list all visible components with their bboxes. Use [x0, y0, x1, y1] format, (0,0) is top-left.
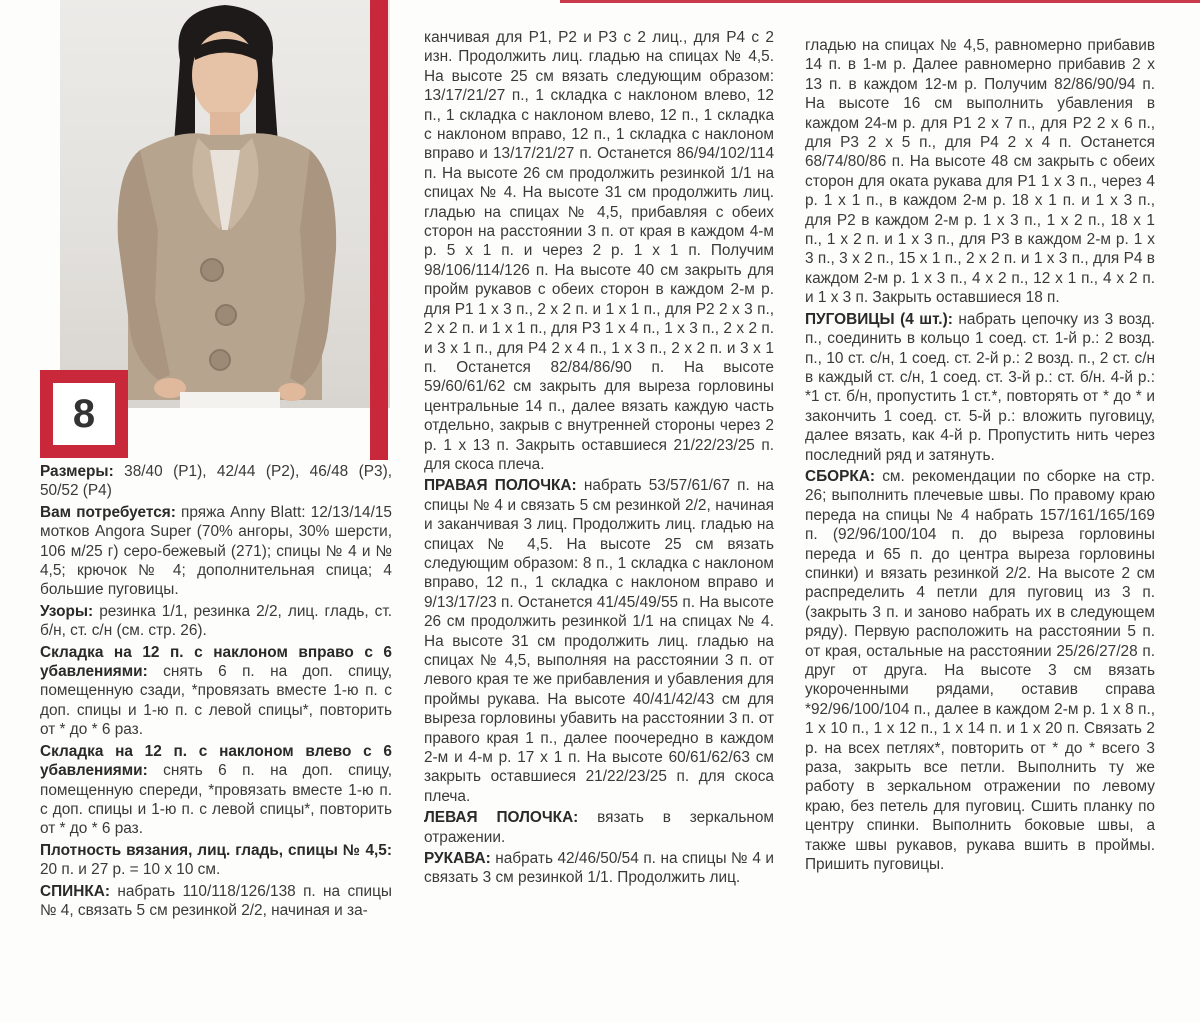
patterns-text: резинка 1/1, резинка 2/2, лиц. гладь, ст. б/н, ст. с/н (см. стр. 26).	[40, 602, 392, 640]
photo-red-bar	[370, 0, 388, 460]
fold-right-paragraph	[40, 643, 392, 740]
fold-left-heading: Складка на 12 п. с наклоном влево с 6 убавлениями:	[40, 742, 392, 780]
patterns-heading: Узоры:	[40, 602, 94, 620]
column-2	[424, 28, 774, 890]
sleeves-paragraph	[424, 849, 774, 888]
right-front-paragraph	[424, 476, 774, 806]
right-front-heading: ПРАВАЯ ПОЛОЧКА:	[424, 477, 577, 495]
materials-paragraph	[40, 503, 392, 600]
patterns-paragraph	[40, 602, 392, 641]
left-front-paragraph	[424, 808, 774, 847]
left-front-heading: ЛЕВАЯ ПОЛОЧКА:	[424, 809, 579, 827]
assembly-text: см. рекомендации по сборке на стр. 26; выполнить плечевые швы. По правому краю переда на спицы № 4 набрать 157/161/165/169 п. (92/96/100/104 п. до выреза горловины переда и 65 п. до центра выреза горловины спинки) и вязать резинкой 2/2. На высоте 2 см распределить 4 петли для пуговиц из 3 п. (закрыть 3 п. и заново набрать их в следующем ряду). Первую расположить на расстоянии 5 п. от края, остальные на расстоянии 25/26/27/28 п. друг от друга. На высоте 3 см вязать укороченными рядами, оставив справа *92/96/100/104 п., далее в каждом 2-м р. 1 х 8 п., 1 х 10 п., 1 х 12 п., 1 х 14 п. и 1 х 20 п. Связать 2 р. на всех петлях*, повторить от * до * всего 3 раза, закрыть все петли. Выполнить ту же работу в зеркальном отражении по левому краю, без петель для пуговиц. Сшить планку по центру спинки. Выполнить боковые швы, а также швы рукавов, рукава вшить в проймы. Пришить пуговицы.	[805, 467, 1155, 874]
back-text: набрать 110/118/126/138 п. на спицы № 4, связать 5 см резинкой 2/2, начиная и за-	[40, 882, 392, 919]
sleeves-heading: РУКАВА:	[424, 850, 491, 868]
fold-left-text: снять 6 п. на доп. спицу, помещенную спереди, *провязать вместе 1-ю п. с доп. спицы и 1-ю п. с левой спицы*, повторить от * до * 6 раз.	[40, 762, 392, 838]
gauge-text: 20 п. и 27 р. = 10 х 10 см.	[40, 861, 221, 879]
fold-left-paragraph	[40, 742, 392, 839]
buttons-text: набрать цепочку из 3 возд. п., соединить в кольцо 1 соед. ст. 1-й р.: 2 возд. п., 10 ст. с/н, 1 соед. ст. 2-й р.: 2 возд. п., 2 ст. с/н в каждый ст. с/н, 1 соед. ст. 3-й р.: ст. б/н. 4-й р.: *1 ст. б/н, пропустить 1 ст.*, повторять от * до * и закончить 1 соед. ст. 5-й р.: вложить пуговицу, далее вязать, как 4-й р. Пропустить нить через последний ряд и затянуть.	[805, 310, 1155, 464]
sizes-text: 38/40 (Р1), 42/44 (Р2), 46/48 (Р3), 50/52 (Р4)	[40, 463, 392, 500]
assembly-paragraph	[805, 467, 1155, 875]
column-1	[40, 462, 392, 922]
left-front-text: вязать в зеркальном отражении.	[424, 809, 774, 846]
assembly-heading: СБОРКА:	[805, 467, 876, 485]
sizes-heading: Размеры:	[40, 463, 114, 480]
buttons-heading: ПУГОВИЦЫ (4 шт.):	[805, 310, 953, 328]
back-continued-text: канчивая для Р1, Р2 и Р3 с 2 лиц., для Р4 с 2 изн. Продолжить лиц. гладью на спицах № 4,5. На высоте 25 см вязать следующим образом: 13/17/21/27 п., 1 складка с наклоном влево, 12 п., 1 складка с наклоном влево, 12 п., 1 складка с наклоном вправо, 12 п., 1 складка с наклоном вправо и 13/17/21/27 п. Останется 86/94/102/114 п. На высоте 26 см продолжить резинкой 1/1 на спицах № 4. На высоте 31 см продолжить лиц. гладью на спицах № 4,5, прибавляя с обеих сторон на расстоянии 3 п. от края в каждом 4-м р. 5 х 1 п. и через 2 р. 1 х 1 п. Получим 98/106/114/126 п. На высоте 40 см закрыть для пройм рукавов с обеих сторон в каждом 2-м р. для Р1 1 х 3 п., 2 х 2 п. и 1 х 1 п., для Р2 2 х 3 п., 2 х 2 п. и 1 х 1 п., для Р3 1 х 4 п., 1 х 3 п., 2 х 2 п. и 3 х 1 п., для Р4 2 х 4 п., 1 х 3 п., 2 х 2 п. и 3 х 1 п. Останется 82/84/86/90 п. На высоте 59/60/61/62 см закрыть для выреза горловины центральные 14 п., далее вязать каждую часть отдельно, закрыв с внутренней стороны через 2 р. 1 х 13 п. Закрыть оставшиеся 21/22/23/25 п. для скоса плеча.	[424, 29, 774, 473]
back-paragraph	[40, 882, 392, 921]
buttons-paragraph	[805, 310, 1155, 465]
sleeves-continued-text: гладью на спицах № 4,5, равномерно прибавив 14 п. в 1-м р. Далее равномерно прибавив 2 х 13 п. в каждом 12-м р. Получим 82/86/90/94 п. На высоте 16 см выполнить убавления в каждом 24-м р. для Р1 2 х 7 п., для Р2 2 х 6 п., для Р3 2 х 5 п., для Р4 2 х 4 п. Останется 68/74/80/86 п. На высоте 48 см закрыть с обеих сторон для оката рукава для Р1 1 х 3 п., через 4 р. 1 х 1 п., в каждом 2-м р. 18 х 1 п. и 1 х 3 п., для Р2 в каждом 2-м р. 1 х 3 п., 1 х 2 п., 18 х 1 п., 1 х 2 п. и 1 х 3 п., для Р3 в каждом 2-м р. 1 х 3 п., 3 х 2 п., 15 х 1 п., 2 х 2 п. и 1 х 3 п., для Р4 в каждом 2-м р. 1 х 3 п., 4 х 2 п., 12 х 1 п., 4 х 2 п. и 1 х 3 п. Закрыть оставшиеся 18 п.	[805, 37, 1155, 307]
sleeves-continued-paragraph	[805, 36, 1155, 308]
column-3	[805, 36, 1155, 876]
model-photo	[60, 0, 390, 408]
pattern-number: 8	[53, 383, 115, 445]
materials-text: пряжа Anny Blatt: 12/13/14/15 мотков Angora Super (70% ангоры, 30% шерсти, 106 м/25 г) серо-бежевый (271); спицы № 4 и № 4,5; крючок № 4; дополнительная спица; 4 большие пуговицы.	[40, 503, 392, 599]
materials-heading: Вам потребуется:	[40, 503, 176, 521]
back-heading: СПИНКА:	[40, 882, 110, 900]
fold-right-heading: Складка на 12 п. с наклоном вправо с 6 убавлениями:	[40, 643, 392, 681]
top-accent-rule	[560, 0, 1200, 3]
gauge-paragraph	[40, 841, 392, 880]
pattern-number-badge	[40, 370, 128, 458]
right-front-text: набрать 53/57/61/67 п. на спицы № 4 и связать 5 см резинкой 2/2, начиная и заканчивая 3 лиц. Продолжить лиц. гладью на спицах № 4,5. На высоте 25 см вязать следующим образом: 8 п., 1 складка с наклоном вправо, 12 п., 1 складка с наклоном вправо и 9/13/17/23 п. Останется 41/45/49/55 п. На высоте 26 см продолжить резинкой 1/1 на спицах № 4. На высоте 31 см продолжить лиц. гладью на спицах № 4,5, выполняя на расстоянии 3 п. от левого края те же прибавления и убавления для проймы рукава. На высоте 40/41/42/43 см для выреза горловины убавить на расстоянии 3 п. от правого края 1 п., далее поочередно в каждом 2-м и 4-м р. 17 х 1 п. На высоте 60/61/62/63 см закрыть оставшиеся 21/22/23/25 п. для скоса плеча.	[424, 477, 774, 805]
sleeves-text: набрать 42/46/50/54 п. на спицы № 4 и связать 3 см резинкой 1/1. Продолжить лиц.	[424, 850, 774, 887]
gauge-heading: Плотность вязания, лиц. гладь, спицы № 4,5:	[40, 841, 392, 859]
sizes-paragraph	[40, 462, 392, 501]
back-continued-paragraph	[424, 28, 774, 474]
fold-right-text: снять 6 п. на доп. спицу, помещенную сзади, *провязать вместе 1-ю п. с доп. спицы и 1-ю п. с левой спицы*, повторить от * до * 6 раз.	[40, 663, 392, 739]
